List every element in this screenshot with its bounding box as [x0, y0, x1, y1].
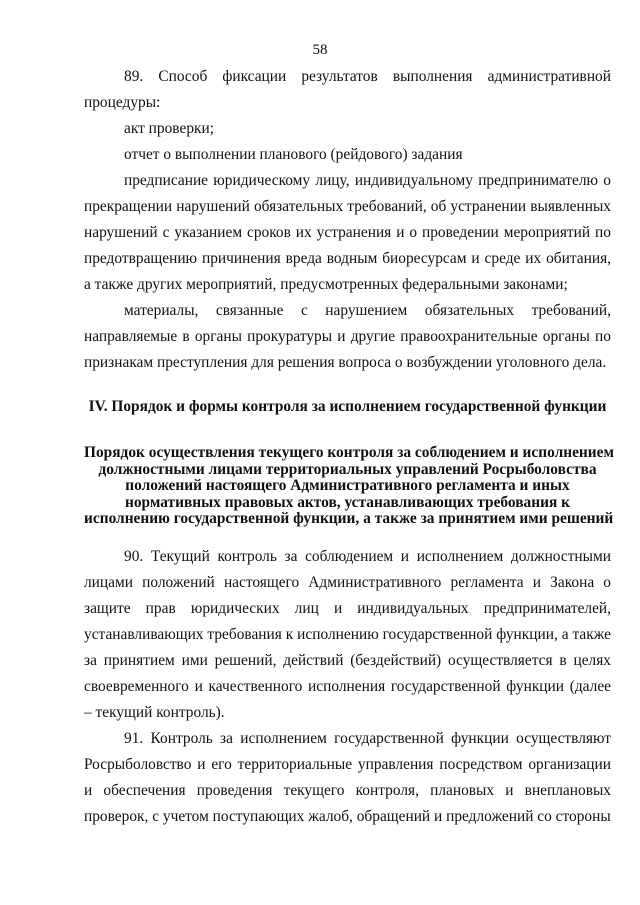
document-body [84, 64, 614, 830]
subsection-heading-line: исполнению государственной функции, а также за принятием ими решений [84, 510, 614, 527]
paragraph-90: 90. Текущий контроль за соблюдением и исполнением должностными лицами положений настоящего Административного регламента и Закона о защите прав юридических лиц и индивидуальных предпринимателей, устанавливающих требования к исполнению государственной функции, а также за принятием ими решений, действий (бездействий) осуществляется в целях своевременного и качественного исполнения государственной функции (далее – текущий контроль). [84, 547, 611, 721]
paragraph-91: 91. Контроль за исполнением государственной функции осуществляют Росрыболовство и его территориальные управления посредством организации и обеспечения проведения текущего контроля, плановых и внеплановых проверок, с учетом поступающих жалоб, обращений и предложений со стороны [84, 729, 611, 825]
subsection-heading-line: нормативных правовых актов, устанавливающих требования к [124, 493, 571, 511]
list-item-inspection-act: акт проверки; [124, 120, 214, 137]
subsection-heading-line: должностными лицами территориальных управлений Росрыболовства [98, 460, 597, 478]
paragraph-89: 89. Способ фиксации результатов выполнения административной процедуры: [84, 68, 611, 111]
list-item-materials: материалы, связанные с нарушением обязательных требований, направляемые в органы прокуратуры и другие правоохранительные органы по признакам преступления для решения вопроса о возбуждении уголовного дела. [84, 302, 611, 371]
list-item-raid-report: отчет о выполнении планового (рейдового) задания [124, 146, 463, 163]
subsection-heading-line: положений настоящего Административного регламента и иных [125, 477, 570, 494]
subsection-heading [84, 444, 614, 528]
page-number: 58 [312, 42, 328, 58]
subsection-heading-line: Порядок осуществления текущего контроля за соблюдением и исполнением [84, 444, 614, 461]
list-item-prescription: предписание юридическому лицу, индивидуальному предпринимателю о прекращении нарушений обязательных требований, об устранении выявленных нарушений с указанием сроков их устранения и о проведении мероприятий по предотвращению причинения вреда водным биоресурсам и среде их обитания, а также других мероприятий, предусмотренных федеральными законами; [84, 172, 611, 293]
section-heading: IV. Порядок и формы контроля за исполнением государственной функции [88, 398, 607, 415]
